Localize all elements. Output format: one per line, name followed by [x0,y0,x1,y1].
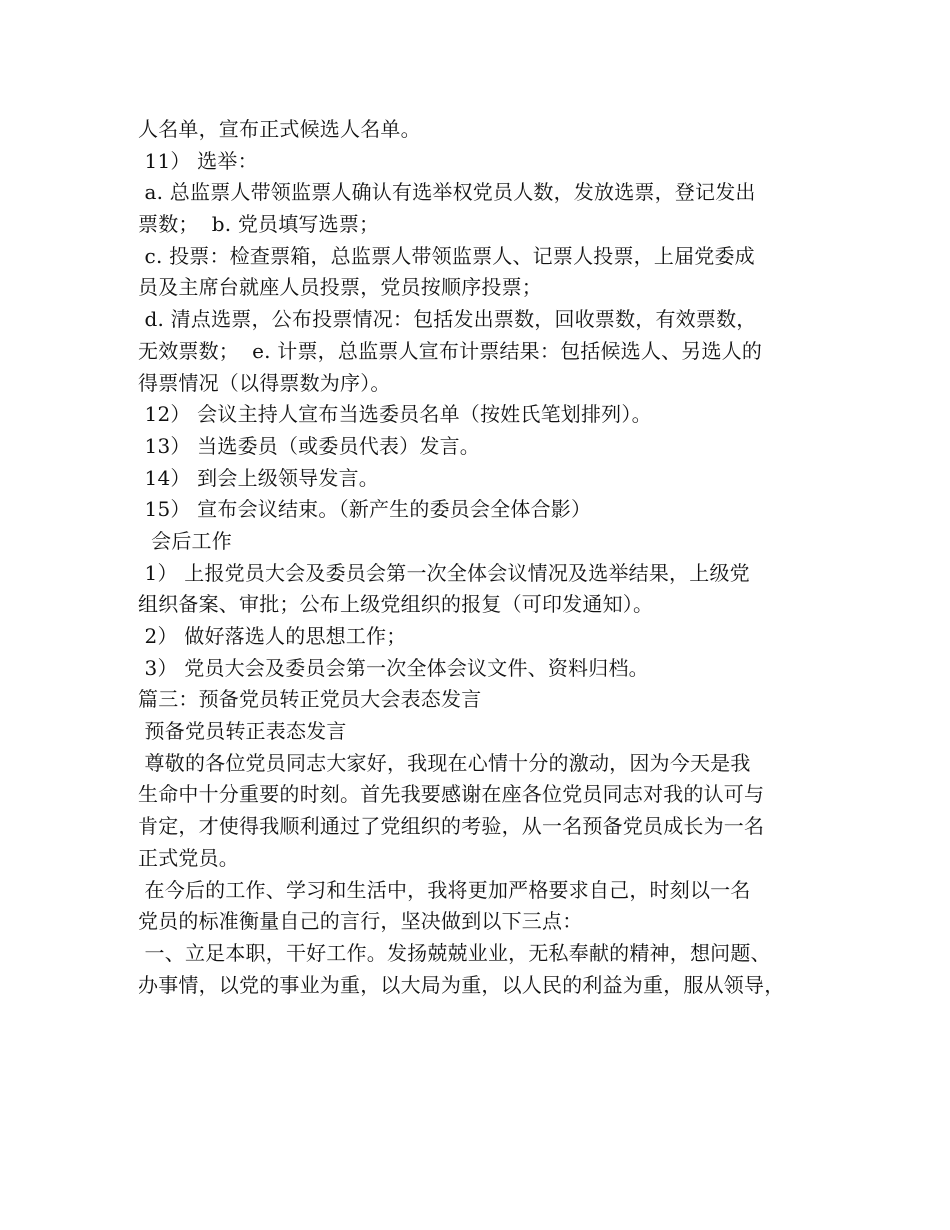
text-line-18: 3） 党员大会及委员会第一次全体会议文件、资料归档。 [138,655,649,680]
text-line-12: 14） 到会上级领导发言。 [138,465,379,490]
text-line-8: 无效票数； e. 计票，总监票人宣布计票结果：包括候选人、另选人的 [138,338,763,363]
text-line-23: 肯定，才使得我顺利通过了党组织的考验，从一名预备党员成长为一名 [138,814,765,839]
document-body [138,114,828,1001]
text-line-25: 在今后的工作、学习和生活中，我将更加严格要求自己，时刻以一名 [138,877,751,902]
text-line-5: c. 投票：检查票箱，总监票人带领监票人、记票人投票，上届党委成 [138,243,755,268]
text-line-1: 人名单，宣布正式候选人名单。 [138,117,421,141]
chapter-heading: 篇三：预备党员转正党员大会表态发言 [138,687,482,712]
text-line-27: 一、立足本职，干好工作。发扬兢兢业业，无私奉献的精神，想问题、 [138,940,771,965]
text-line-17: 2） 做好落选人的思想工作； [138,624,407,648]
text-line-7: d. 清点选票，公布投票情况：包括发出票数，回收票数，有效票数， [138,307,757,332]
speech-title: 预备党员转正表态发言 [138,719,347,744]
text-line-13: 15） 宣布会议结束。（新产生的委员会全体合影） [138,497,592,522]
text-line-4: 票数； b. 党员填写选票； [138,212,380,237]
text-line-15: 1） 上报党员大会及委员会第一次全体会议情况及选举结果，上级党 [138,560,750,585]
text-line-24: 正式党员。 [138,845,239,870]
text-line-16: 组织备案、审批；公布上级党组织的报复（可印发通知）。 [138,592,654,617]
text-line-2: 11） 选举： [138,148,258,173]
text-line-9: 得票情况（以得票数为序）。 [138,370,391,395]
text-line-21: 尊敬的各位党员同志大家好，我现在心情十分的激动，因为今天是我 [138,750,751,775]
text-line-11: 13） 当选委员（或委员代表）发言。 [138,433,480,458]
text-line-3: a. 总监票人带领监票人确认有选举权党员人数，发放选票，登记发出 [138,180,756,205]
text-line-28: 办事情，以党的事业为重，以大局为重，以人民的利益为重，服从领导， [138,972,785,997]
text-line-10: 12） 会议主持人宣布当选委员名单（按姓氏笔划排列）。 [138,402,652,427]
section-heading-post-meeting: 会后工作 [138,528,232,553]
text-line-26: 党员的标准衡量自己的言行，坚决做到以下三点： [138,909,583,934]
text-line-22: 生命中十分重要的时刻。首先我要感谢在座各位党员同志对我的认可与 [138,782,765,807]
text-line-6: 员及主席台就座人员投票，党员按顺序投票； [138,275,542,300]
